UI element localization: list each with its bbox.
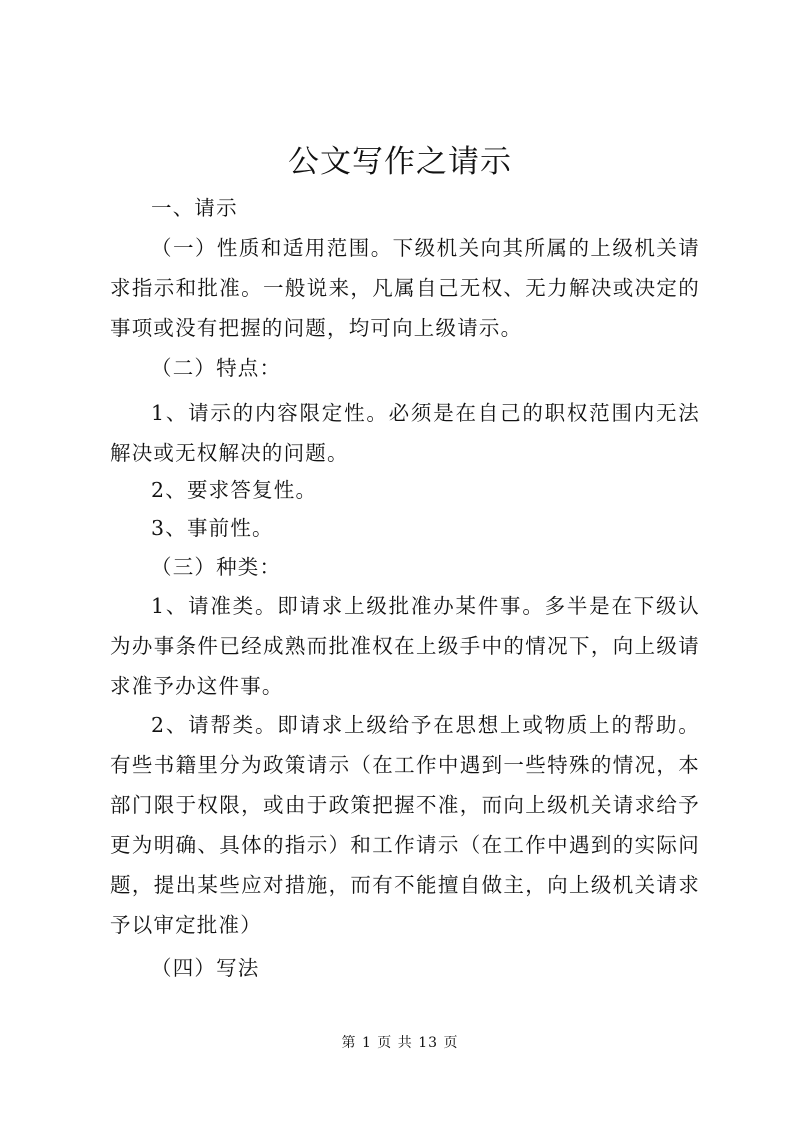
paragraph-feature-1: 1、请示的内容限定性。必须是在自己的职权范围内无法解决或无权解决的问题。 bbox=[110, 401, 700, 465]
paragraph-feature-2: 2、要求答复性。 bbox=[151, 478, 318, 502]
heading-writing: （四）写法 bbox=[151, 956, 260, 980]
paragraph-nature-scope: （一）性质和适用范围。下级机关向其所属的上级机关请求指示和批准。一般说来，凡属自己无权、无力解决或决定的事项或没有把握的问题，均可向上级请示。 bbox=[110, 236, 700, 340]
heading-features: （二）特点： bbox=[151, 356, 282, 380]
heading-types: （三）种类： bbox=[151, 555, 282, 579]
page-footer: 第 1 页 共 13 页 bbox=[341, 1035, 459, 1051]
document-title: 公文写作之请示 bbox=[288, 144, 512, 180]
paragraph-type-1: 1、请准类。即请求上级批准办某件事。多半是在下级认为办事条件已经成熟而批准权在上级手中的情况下，向上级请求准予办这件事。 bbox=[110, 594, 700, 698]
paragraph-type-2: 2、请帮类。即请求上级给予在思想上或物质上的帮助。有些书籍里分为政策请示（在工作中遇到一些特殊的情况，本部门限于权限，或由于政策把握不准，而向上级机关请求给予更为明确、具体的指示）和工作请示（在工作中遇到的实际问题，提出某些应对措施，而有不能擅自做主，向上级机关请求予以审定批准） bbox=[110, 713, 700, 937]
paragraph-feature-3: 3、事前性。 bbox=[151, 516, 274, 540]
heading-section-1: 一、请示 bbox=[151, 196, 238, 220]
